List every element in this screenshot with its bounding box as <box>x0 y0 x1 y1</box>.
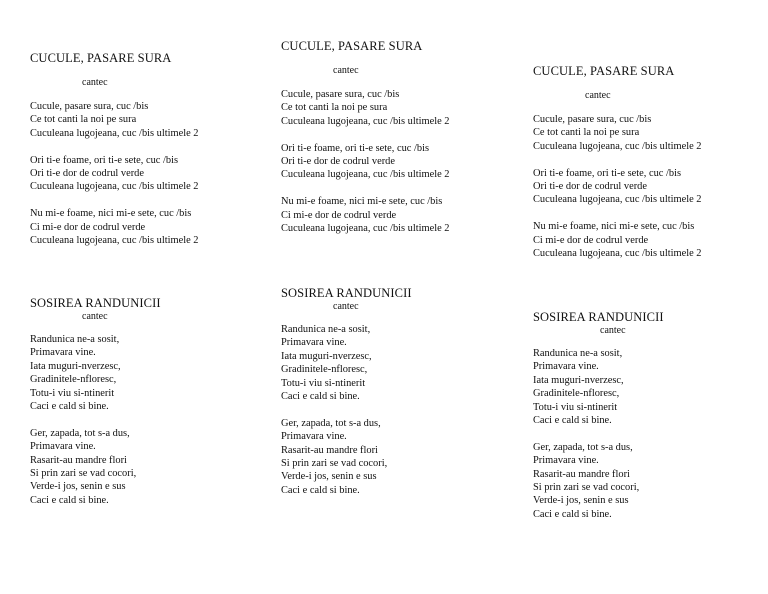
song-subtitle: cantec <box>82 311 108 322</box>
lyric-line: Gradinitele-nfloresc, <box>533 388 620 400</box>
song-cucule-col2 <box>281 39 517 235</box>
song-title: CUCULE, PASARE SURA <box>533 64 675 78</box>
song-subtitle: cantec <box>333 301 359 312</box>
song-cucule-col3 <box>533 64 768 260</box>
lyric-line: Nu mi-e foame, nici mi-e sete, cuc /bis <box>533 221 695 233</box>
lyric-line: Caci e cald si bine. <box>30 494 109 506</box>
lyric-line: Randunica ne-a sosit, <box>533 348 623 359</box>
lyric-line: Primavara vine. <box>30 347 96 359</box>
lyric-line: Primavara vine. <box>533 361 599 373</box>
lyric-line: Rasarit-au mandre flori <box>30 454 127 466</box>
song-cucule-col1 <box>30 51 266 247</box>
lyric-line: Ori ti-e foame, ori ti-e sete, cuc /bis <box>30 154 179 166</box>
lyric-line: Primavara vine. <box>281 337 347 349</box>
lyric-line: Cuculeana lugojeana, cuc /bis ultimele 2 <box>30 181 199 193</box>
stanza <box>281 88 517 128</box>
lyric-line: Rasarit-au mandre flori <box>281 444 378 456</box>
stanza <box>30 100 266 140</box>
lyric-line: Rasarit-au mandre flori <box>533 468 630 480</box>
song-sosirea-col3 <box>533 310 768 521</box>
song-title: SOSIREA RANDUNICII <box>281 286 412 300</box>
lyric-line: Primavara vine. <box>30 441 96 453</box>
lyric-line: Si prin zari se vad cocori, <box>281 458 388 470</box>
song-sosirea-col1 <box>30 296 266 507</box>
song-sosirea-col2 <box>281 286 517 497</box>
lyric-line: Ce tot canti la noi pe sura <box>533 127 640 139</box>
lyric-line: Verde-i jos, senin e sus <box>281 471 377 483</box>
lyric-line: Iata muguri-nverzesc, <box>281 350 372 362</box>
lyric-line: Cuculeana lugojeana, cuc /bis ultimele 2 <box>30 235 199 247</box>
lyric-line: Ori ti-e foame, ori ti-e sete, cuc /bis <box>533 167 682 179</box>
stanza <box>281 417 517 497</box>
stanza <box>30 207 266 247</box>
lyric-line: Ger, zapada, tot s-a dus, <box>30 427 130 439</box>
lyric-line: Caci e cald si bine. <box>281 391 360 403</box>
lyric-line: Nu mi-e foame, nici mi-e sete, cuc /bis <box>30 208 192 220</box>
lyric-line: Caci e cald si bine. <box>281 484 360 496</box>
stanza <box>30 333 266 413</box>
lyric-line: Ci mi-e dor de codrul verde <box>281 209 397 221</box>
song-title: SOSIREA RANDUNICII <box>30 296 161 310</box>
lyric-line: Cuculeana lugojeana, cuc /bis ultimele 2 <box>533 194 702 206</box>
lyric-line: Ci mi-e dor de codrul verde <box>533 234 649 246</box>
lyric-line: Si prin zari se vad cocori, <box>30 468 137 480</box>
lyric-line: Gradinitele-nfloresc, <box>281 364 368 376</box>
lyric-line: Cuculeana lugojeana, cuc /bis ultimele 2 <box>281 169 450 181</box>
lyric-line: Totu-i viu si-ntinerit <box>30 387 115 399</box>
lyric-line: Totu-i viu si-ntinerit <box>281 377 366 389</box>
lyric-line: Ger, zapada, tot s-a dus, <box>533 441 633 453</box>
lyric-line: Ci mi-e dor de codrul verde <box>30 221 146 233</box>
stanza <box>30 154 266 194</box>
lyric-line: Gradinitele-nfloresc, <box>30 374 117 386</box>
lyric-line: Cuculeana lugojeana, cuc /bis ultimele 2 <box>281 223 450 235</box>
song-subtitle: cantec <box>333 65 359 76</box>
lyric-line: Cuculeana lugojeana, cuc /bis ultimele 2 <box>533 140 702 152</box>
stanza <box>281 323 517 403</box>
lyric-line: Caci e cald si bine. <box>533 415 612 427</box>
lyric-line: Caci e cald si bine. <box>533 508 612 520</box>
lyric-line: Ori ti-e dor de codrul verde <box>281 156 395 168</box>
stanza <box>533 220 768 260</box>
stanza <box>533 347 768 427</box>
lyric-line: Iata muguri-nverzesc, <box>30 360 121 372</box>
lyric-line: Nu mi-e foame, nici mi-e sete, cuc /bis <box>281 196 443 208</box>
lyric-line: Iata muguri-nverzesc, <box>533 374 624 386</box>
song-subtitle: cantec <box>585 90 611 101</box>
lyric-line: Cucule, pasare sura, cuc /bis <box>533 114 652 125</box>
lyric-line: Verde-i jos, senin e sus <box>533 495 629 507</box>
lyric-line: Cuculeana lugojeana, cuc /bis ultimele 2 <box>30 127 199 139</box>
lyric-line: Cucule, pasare sura, cuc /bis <box>30 101 149 112</box>
stanza <box>281 195 517 235</box>
song-subtitle: cantec <box>82 77 108 88</box>
lyric-line: Cuculeana lugojeana, cuc /bis ultimele 2 <box>281 115 450 127</box>
lyric-line: Ori ti-e foame, ori ti-e sete, cuc /bis <box>281 142 430 154</box>
lyric-line: Randunica ne-a sosit, <box>30 334 120 345</box>
stanza <box>533 113 768 153</box>
stanza <box>533 167 768 207</box>
lyric-line: Ori ti-e dor de codrul verde <box>30 168 144 180</box>
lyric-line: Totu-i viu si-ntinerit <box>533 401 618 413</box>
lyric-line: Ce tot canti la noi pe sura <box>281 102 388 114</box>
lyric-line: Verde-i jos, senin e sus <box>30 481 126 493</box>
lyric-line: Primavara vine. <box>281 431 347 443</box>
song-title: SOSIREA RANDUNICII <box>533 310 664 324</box>
lyric-line: Primavara vine. <box>533 455 599 467</box>
song-title: CUCULE, PASARE SURA <box>30 51 172 65</box>
lyric-line: Randunica ne-a sosit, <box>281 324 371 335</box>
lyric-line: Si prin zari se vad cocori, <box>533 482 640 494</box>
stanza <box>30 427 266 507</box>
lyric-line: Ce tot canti la noi pe sura <box>30 114 137 126</box>
stanza <box>281 142 517 182</box>
song-title: CUCULE, PASARE SURA <box>281 39 423 53</box>
lyric-line: Caci e cald si bine. <box>30 401 109 413</box>
lyric-line: Cucule, pasare sura, cuc /bis <box>281 89 400 100</box>
song-subtitle: cantec <box>600 325 626 336</box>
stanza <box>533 441 768 521</box>
lyric-line: Ori ti-e dor de codrul verde <box>533 181 647 193</box>
lyric-line: Cuculeana lugojeana, cuc /bis ultimele 2 <box>533 248 702 260</box>
lyric-line: Ger, zapada, tot s-a dus, <box>281 417 381 429</box>
